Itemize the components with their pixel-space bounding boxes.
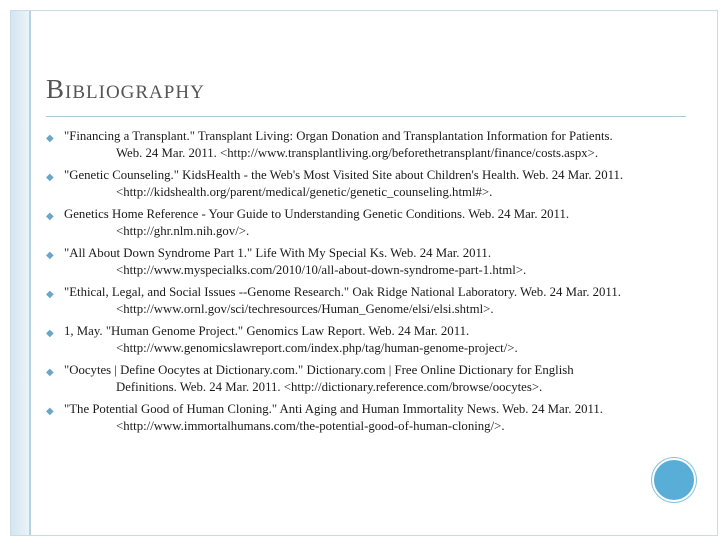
list-item [46, 206, 636, 240]
title-divider [46, 116, 686, 117]
bibliography-entry: Genetics Home Reference - Your Guide to Understanding Genetic Conditions. Web. 24 Mar. 2011. <http://ghr.nlm.nih.gov/>. [64, 207, 570, 238]
diamond-bullet-icon: ◆ [46, 250, 54, 261]
list-item [46, 245, 636, 279]
list-item [46, 128, 636, 162]
bibliography-list [46, 128, 636, 440]
bibliography-entry: "All About Down Syndrome Part 1." Life With My Special Ks. Web. 24 Mar. 2011. <http://www.myspecialks.com/2010/10/all-about-down-syndrome-part-1.html>. [64, 246, 527, 277]
diamond-bullet-icon: ◆ [46, 406, 54, 417]
diamond-bullet-icon: ◆ [46, 172, 54, 183]
diamond-bullet-icon: ◆ [46, 211, 54, 222]
bibliography-entry: 1, May. "Human Genome Project." Genomics Law Report. Web. 24 Mar. 2011. <http://www.genomicslawreport.com/index.php/tag/human-genome-project/>. [64, 324, 518, 355]
bibliography-entry: "Ethical, Legal, and Social Issues --Genome Research." Oak Ridge National Laboratory. Web. 24 Mar. 2011. <http://www.ornl.gov/sci/techresources/Human_Genome/elsi/elsi.shtml>. [64, 285, 621, 316]
list-item [46, 284, 636, 318]
bibliography-entry: "The Potential Good of Human Cloning." Anti Aging and Human Immortality News. Web. 24 Mar. 2011. <http://www.immortalhumans.com/the-potential-good-of-human-cloning/>. [64, 402, 604, 433]
bibliography-entry: "Oocytes | Define Oocytes at Dictionary.com." Dictionary.com | Free Online Dictionary for English Definitions. Web. 24 Mar. 2011. <http://dictionary.reference.com/browse/oocytes>. [64, 363, 574, 394]
left-decor-bar [11, 11, 29, 535]
left-decor-line [29, 11, 31, 535]
page-title: Bibliography [46, 74, 205, 104]
bibliography-entry: "Financing a Transplant." Transplant Living: Organ Donation and Transplantation Information for Patients. Web. 24 Mar. 2011. <http://www.transplantliving.org/beforethetransplant/finance/costs.aspx>. [64, 129, 613, 160]
list-item [46, 323, 636, 357]
diamond-bullet-icon: ◆ [46, 328, 54, 339]
diamond-bullet-icon: ◆ [46, 289, 54, 300]
diamond-bullet-icon: ◆ [46, 367, 54, 378]
bibliography-entry: "Genetic Counseling." KidsHealth - the Web's Most Visited Site about Children's Health. Web. 24 Mar. 2011. <http://kidshealth.org/parent/medical/genetic/genetic_counseling.html#>. [64, 168, 624, 199]
list-item [46, 362, 636, 396]
diamond-bullet-icon: ◆ [46, 133, 54, 144]
circle-decor-icon [652, 458, 696, 502]
list-item [46, 401, 636, 435]
list-item [46, 167, 636, 201]
